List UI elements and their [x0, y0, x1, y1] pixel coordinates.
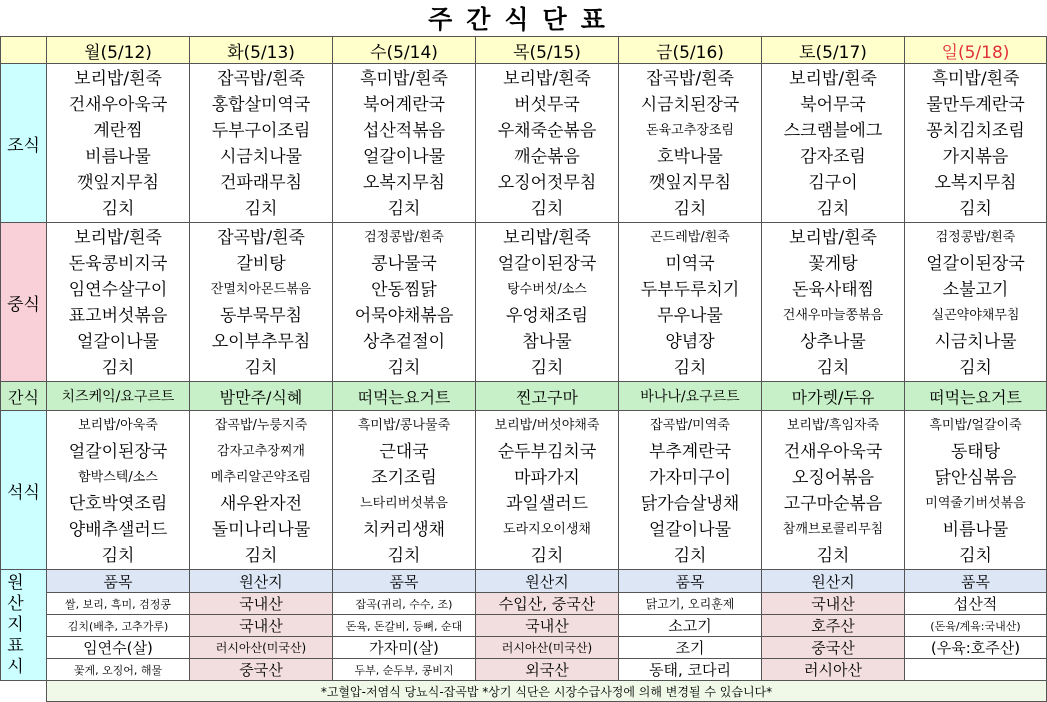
- item-cell: 동태, 코다리: [619, 659, 762, 681]
- menu-item: 보리밥/흰죽: [503, 69, 591, 89]
- item-cell: 조기: [619, 637, 762, 659]
- menu-item: 잡곡밥/흰죽: [217, 228, 305, 248]
- menu-item: 북어무국: [800, 95, 866, 115]
- menu-item: 김치: [959, 199, 992, 219]
- item-cell: 꽃게, 오징어, 해물: [47, 659, 190, 681]
- menu-cell: [190, 411, 333, 570]
- menu-item: 김치: [816, 358, 850, 378]
- menu-item: 보리밥/버섯야채죽: [494, 418, 600, 433]
- menu-item: 치커리생채: [362, 520, 446, 540]
- menu-item: 잡곡밥/흰죽: [646, 69, 734, 89]
- day-header-1: 화(5/13): [190, 37, 333, 64]
- menu-item: 검정콩밥/흰죽: [364, 230, 444, 245]
- origin-row: [1, 659, 1047, 681]
- menu-item: 얼갈이나물: [362, 147, 446, 167]
- menu-cell: [190, 223, 333, 382]
- menu-list: [47, 64, 189, 222]
- menu-item: 김치: [673, 358, 707, 378]
- item-cell: 김치(배추, 고추가루): [47, 615, 190, 637]
- menu-item: 미역국: [665, 254, 715, 274]
- menu-item: 건새우아욱국: [68, 95, 168, 115]
- menu-cell: [905, 223, 1047, 382]
- menu-item: 계란찜: [93, 121, 143, 141]
- origin-row: [1, 615, 1047, 637]
- menu-item: 오징어볶음: [791, 468, 875, 488]
- origin-header-row: [1, 570, 1047, 593]
- menu-item: 깻잎지무침: [648, 173, 732, 193]
- menu-item: 김치: [101, 358, 135, 378]
- menu-item: 돈육콩비지국: [68, 254, 168, 274]
- menu-item: 안동찜닭: [371, 280, 437, 300]
- menu-item: 돈육사태찜: [791, 280, 875, 300]
- menu-item: 참나물: [522, 332, 572, 352]
- menu-item: 닭가슴살냉채: [640, 494, 740, 514]
- item-col-header: 품목: [333, 570, 476, 593]
- snack-label: 간식: [1, 382, 47, 411]
- menu-cell: [47, 223, 190, 382]
- origin-cell: 국내산: [190, 615, 333, 637]
- menu-item: 얼갈이된장국: [497, 254, 597, 274]
- lunch-label: 중식: [1, 223, 47, 382]
- menu-item: 꽃게탕: [808, 254, 858, 274]
- menu-item: 순두부김치국: [497, 442, 597, 462]
- day-header-3: 목(5/15): [476, 37, 619, 64]
- menu-item: 느타리버섯볶음: [360, 496, 448, 511]
- menu-list: [762, 64, 904, 222]
- footer-spacer: [1, 681, 47, 702]
- day-header-2: 수(5/14): [333, 37, 476, 64]
- menu-item: 동부묵무침: [219, 306, 303, 326]
- menu-item: 고구마순볶음: [783, 494, 883, 514]
- origin-col-header: 원산지: [190, 570, 333, 593]
- corner-cell: [1, 37, 47, 64]
- menu-item: 보리밥/흑임자죽: [786, 418, 880, 433]
- menu-item: 두부구이조림: [211, 121, 311, 141]
- menu-cell: [619, 411, 762, 570]
- item-cell: 가자미(살): [333, 637, 476, 659]
- menu-item: 김치: [816, 546, 850, 566]
- menu-item: 비름나물: [942, 520, 1009, 540]
- menu-list: [762, 411, 904, 569]
- menu-item: 시금치나물: [934, 332, 1017, 352]
- menu-item: 닭안심볶음: [934, 468, 1017, 488]
- menu-item: 과일샐러드: [505, 494, 589, 514]
- menu-item: 잡곡밥/미역죽: [650, 418, 730, 433]
- menu-list: [619, 223, 761, 381]
- origin-row: [1, 593, 1047, 615]
- origin-cell: 국내산: [762, 593, 905, 615]
- origin-cell: 러시아산: [762, 659, 905, 681]
- item-cell: 돈육, 돈갈비, 등뼈, 순대: [333, 615, 476, 637]
- menu-item: 김치: [530, 358, 564, 378]
- menu-item: 감자고추장찌개: [217, 444, 305, 459]
- menu-item: 오징어젓무침: [497, 173, 597, 193]
- day-header-4: 금(5/16): [619, 37, 762, 64]
- menu-item: 함박스텍/소스: [78, 470, 158, 485]
- menu-item: 보리밥/아욱죽: [78, 418, 158, 433]
- menu-cell: [762, 411, 905, 570]
- origin-cell: 중국산: [190, 659, 333, 681]
- origin-col-header: 원산지: [476, 570, 619, 593]
- menu-item: 가지볶음: [942, 147, 1009, 167]
- menu-item: 동태탕: [950, 442, 1001, 462]
- origin-cell: 수입산, 중국산: [476, 593, 619, 615]
- day-header-row: [1, 37, 1047, 64]
- menu-item: 김치: [673, 199, 707, 219]
- menu-list: [905, 223, 1046, 381]
- menu-item: 얼갈이된장국: [926, 254, 1025, 274]
- menu-list: [476, 64, 618, 222]
- menu-list: [333, 64, 475, 222]
- menu-item: 보리밥/흰죽: [789, 69, 877, 89]
- menu-item: 김치: [244, 358, 278, 378]
- item-cell: 임연수(살): [47, 637, 190, 659]
- item-cell: 쌀, 보리, 흑미, 검정콩: [47, 593, 190, 615]
- item-col-header: 품목: [905, 570, 1047, 593]
- menu-item: 김치: [959, 358, 992, 378]
- origin-cell: 중국산: [762, 637, 905, 659]
- menu-item: 메추리알곤약조림: [210, 470, 312, 485]
- menu-item: 갈비탕: [236, 254, 286, 274]
- menu-item: 오복지무침: [362, 173, 446, 193]
- menu-item: 무우나물: [657, 306, 723, 326]
- menu-cell: [762, 64, 905, 223]
- menu-item: 북어계란국: [362, 95, 446, 115]
- menu-item: 상추나물: [800, 332, 866, 352]
- menu-item: 표고버섯볶음: [68, 306, 168, 326]
- menu-list: [905, 64, 1046, 222]
- menu-item: 김치: [244, 546, 278, 566]
- menu-cell: [762, 223, 905, 382]
- menu-cell: [619, 64, 762, 223]
- menu-item: 김치: [101, 546, 135, 566]
- menu-item: 임연수살구이: [68, 280, 168, 300]
- snack-cell: 바나나/요구르트: [619, 382, 762, 411]
- menu-item: 도라지오이생채: [503, 522, 591, 537]
- menu-item: 시금치된장국: [640, 95, 740, 115]
- origin-col-header: 원산지: [762, 570, 905, 593]
- menu-list: [619, 411, 761, 569]
- item-cell: 섭산적: [905, 593, 1047, 615]
- menu-item: 김치: [244, 199, 278, 219]
- lunch-row: [1, 223, 1047, 382]
- day-header-5: 토(5/17): [762, 37, 905, 64]
- origin-cell: 러시아산(미국산): [190, 637, 333, 659]
- menu-cell: [905, 64, 1047, 223]
- origin-cell: 국내산: [476, 615, 619, 637]
- menu-item: 보리밥/흰죽: [74, 228, 162, 248]
- menu-item: 돌미나리나물: [211, 520, 311, 540]
- menu-item: 건파래무침: [219, 173, 303, 193]
- menu-item: 깻잎지무침: [76, 173, 160, 193]
- menu-item: 오복지무침: [934, 173, 1017, 193]
- menu-item: 흑미밥/콩나물죽: [357, 418, 451, 433]
- menu-list: [476, 411, 618, 569]
- menu-list: [190, 223, 332, 381]
- item-cell: 소고기: [619, 615, 762, 637]
- origin-cell: 러시아산(미국산): [476, 637, 619, 659]
- item-col-header: 품목: [619, 570, 762, 593]
- menu-list: [190, 411, 332, 569]
- menu-item: 검정콩밥/흰죽: [935, 230, 1016, 245]
- menu-item: 김치: [387, 546, 421, 566]
- menu-cell: [476, 411, 619, 570]
- menu-item: 호박나물: [657, 147, 723, 167]
- menu-item: 건새우마늘쫑볶음: [782, 308, 884, 323]
- menu-item: 양념장: [665, 332, 715, 352]
- menu-item: 김치: [816, 199, 850, 219]
- dinner-row: [1, 411, 1047, 570]
- menu-item: 새우완자전: [219, 494, 303, 514]
- menu-list: [476, 223, 618, 381]
- snack-cell: 떠먹는요거트: [905, 382, 1047, 411]
- menu-item: 잡곡밥/누룽지죽: [214, 418, 308, 433]
- menu-cell: [476, 223, 619, 382]
- menu-item: 보리밥/흰죽: [789, 228, 877, 248]
- menu-item: 김치: [959, 546, 992, 566]
- menu-item: 조기조림: [371, 468, 437, 488]
- menu-item: 부추계란국: [648, 442, 732, 462]
- menu-item: 김치: [673, 546, 707, 566]
- menu-item: 돈육고추장조림: [646, 123, 734, 138]
- origin-cell: 국내산: [190, 593, 333, 615]
- origin-cell: 호주산: [762, 615, 905, 637]
- menu-cell: [333, 223, 476, 382]
- menu-item: 흑미밥/얼갈이죽: [929, 418, 1022, 433]
- menu-item: 마파가지: [514, 468, 580, 488]
- menu-item: 보리밥/흰죽: [74, 69, 162, 89]
- menu-cell: [333, 64, 476, 223]
- menu-item: 우채죽순볶음: [497, 121, 597, 141]
- menu-item: 어묵야채볶음: [354, 306, 454, 326]
- page-title: 주간식단표: [428, 5, 619, 34]
- item-cell: (우육:호주산): [905, 637, 1047, 659]
- menu-item: 김치: [530, 546, 564, 566]
- snack-row: [1, 382, 1047, 411]
- menu-item: 스크램블에그: [783, 121, 883, 141]
- item-col-header: 품목: [47, 570, 190, 593]
- item-cell: 닭고기, 오리훈제: [619, 593, 762, 615]
- menu-item: 깨순볶음: [514, 147, 580, 167]
- menu-item: 감자조림: [800, 147, 866, 167]
- menu-cell: [619, 223, 762, 382]
- menu-item: 얼갈이나물: [76, 332, 160, 352]
- menu-list: [333, 223, 475, 381]
- menu-list: [762, 223, 904, 381]
- menu-list: [47, 223, 189, 381]
- menu-cell: [905, 411, 1047, 570]
- item-cell: (돈육/계육:국내산): [905, 615, 1047, 637]
- breakfast-label: 조식: [1, 64, 47, 223]
- menu-item: 시금치나물: [219, 147, 303, 167]
- menu-item: 잔멸치아몬드볶음: [210, 282, 312, 297]
- menu-item: 김치: [387, 358, 421, 378]
- menu-item: 김치: [101, 199, 135, 219]
- menu-cell: [47, 64, 190, 223]
- menu-item: 흑미밥/흰죽: [931, 69, 1020, 89]
- menu-list: [190, 64, 332, 222]
- menu-item: 물만두계란국: [926, 95, 1025, 115]
- snack-cell: 마가렛/두유: [762, 382, 905, 411]
- snack-cell: 떠먹는요거트: [333, 382, 476, 411]
- menu-item: 오이부추무침: [211, 332, 311, 352]
- breakfast-row: [1, 64, 1047, 223]
- menu-item: 버섯무국: [514, 95, 580, 115]
- menu-item: 미역줄기버섯볶음: [925, 496, 1026, 511]
- menu-item: 흑미밥/흰죽: [360, 69, 448, 89]
- menu-cell: [190, 64, 333, 223]
- menu-item: 가자미구이: [648, 468, 732, 488]
- menu-item: 참깨브로콜리무침: [782, 522, 884, 537]
- origin-row: [1, 637, 1047, 659]
- menu-item: 단호박엿조림: [68, 494, 168, 514]
- snack-cell: 치즈케익/요구르트: [47, 382, 190, 411]
- snack-cell: 찐고구마: [476, 382, 619, 411]
- menu-item: 소불고기: [942, 280, 1009, 300]
- menu-item: 건새우아욱국: [783, 442, 883, 462]
- menu-cell: [333, 411, 476, 570]
- footer-note: *고혈압-저염식 당뇨식-잡곡밥 *상기 식단은 시장수급사정에 의해 변경될 수 있습니다*: [47, 681, 1047, 702]
- menu-item: 우엉채조림: [505, 306, 589, 326]
- menu-item: 김치: [387, 199, 421, 219]
- menu-item: 콩나물국: [371, 254, 437, 274]
- menu-item: 꽁치김치조림: [926, 121, 1025, 141]
- menu-item: 양배추샐러드: [68, 520, 168, 540]
- origin-cell: 외국산: [476, 659, 619, 681]
- day-header-0: 월(5/12): [47, 37, 190, 64]
- menu-item: 탕수버섯/소스: [507, 282, 587, 297]
- item-cell: [905, 659, 1047, 681]
- menu-cell: [47, 411, 190, 570]
- menu-list: [619, 64, 761, 222]
- menu-item: 잡곡밥/흰죽: [217, 69, 305, 89]
- menu-item: 김구이: [808, 173, 858, 193]
- menu-item: 비름나물: [85, 147, 151, 167]
- menu-item: 두부두루치기: [640, 280, 740, 300]
- day-header-6: 일(5/18): [905, 37, 1047, 64]
- menu-item: 곤드레밥/흰죽: [650, 230, 730, 245]
- item-cell: 잡곡(귀리, 수수, 조): [333, 593, 476, 615]
- item-cell: 두부, 순두부, 콩비지: [333, 659, 476, 681]
- menu-item: 보리밥/흰죽: [503, 228, 591, 248]
- menu-item: 상추겉절이: [362, 332, 446, 352]
- menu-item: 홍합살미역국: [211, 95, 311, 115]
- menu-list: [905, 411, 1046, 569]
- menu-item: 섭산적볶음: [362, 121, 446, 141]
- snack-cell: 밤만주/식혜: [190, 382, 333, 411]
- menu-list: [47, 411, 189, 569]
- menu-item: 얼갈이된장국: [68, 442, 168, 462]
- menu-item: 얼갈이나물: [648, 520, 732, 540]
- menu-item: 근대국: [379, 442, 429, 462]
- dinner-label: 석식: [1, 411, 47, 570]
- origin-label: 원산지표시: [1, 570, 47, 681]
- menu-list: [333, 411, 475, 569]
- menu-cell: [476, 64, 619, 223]
- menu-item: 김치: [530, 199, 564, 219]
- menu-item: 실곤약야채무침: [931, 308, 1020, 323]
